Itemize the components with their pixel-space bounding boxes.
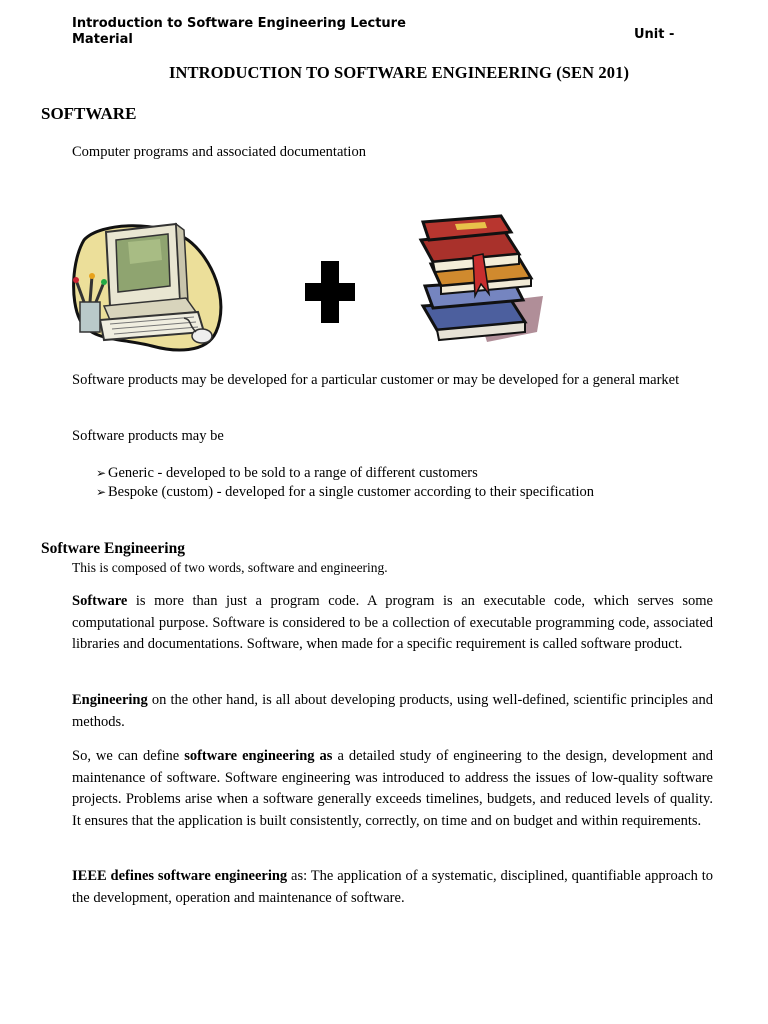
- computer-icon: [70, 220, 225, 355]
- se-intro: This is composed of two words, software and engineering.: [72, 560, 388, 575]
- software-paragraph: Software is more than just a program code. A program is an executable code, which serves some computational purpose. Software is considered to be a collection of executable programming code, associated libraries and documentations. Software, when made for a specific requirement is called software product.: [72, 593, 713, 652]
- section-heading-software: SOFTWARE: [41, 104, 137, 123]
- arrow-bullet-icon: ➢: [96, 484, 107, 499]
- list-item: ➢ Bespoke (custom) - developed for a single customer according to their specification: [96, 483, 594, 500]
- arrow-bullet-icon: ➢: [96, 466, 107, 480]
- plus-icon: [305, 261, 355, 323]
- software-products-may-be: Software products may be: [72, 428, 224, 444]
- definition-paragraph: So, we can define software engineering as a detailed study of engineering to the design, development and maintenance of software. Software engineering was introduced to address the issues of low-quality software projects. Problems arise when a software generally exceeds timelines, budgets, and reduced levels of quality. It ensures that the application is built consistently, correctly, on time and on budget and within requirements.: [72, 748, 713, 829]
- course-title: [72, 16, 432, 48]
- course-title-line2: Material: [72, 32, 133, 47]
- software-products-paragraph: Software products may be developed for a particular customer or may be developed for a general market: [72, 372, 680, 388]
- list-item: ➢ Generic - developed to be sold to a range of different customers: [96, 465, 478, 481]
- ieee-definition-paragraph: IEEE defines software engineering as: The application of a systematic, disciplined, quantifiable approach to the development, operation and maintenance of software.: [72, 868, 714, 906]
- books-icon: [415, 214, 550, 346]
- software-definition: Computer programs and associated documentation: [72, 144, 366, 160]
- document-title: INTRODUCTION TO SOFTWARE ENGINEERING (SEN 201): [168, 63, 630, 82]
- unit-label: Unit -: [634, 27, 675, 42]
- course-title-line1: Introduction to Software Engineering Lecture: [72, 16, 406, 31]
- engineering-paragraph: Engineering on the other hand, is all about developing products, using well-defined, scientific principles and methods.: [72, 692, 713, 730]
- product-types-list: [96, 464, 594, 501]
- section-heading-software-engineering: Software Engineering: [41, 540, 185, 557]
